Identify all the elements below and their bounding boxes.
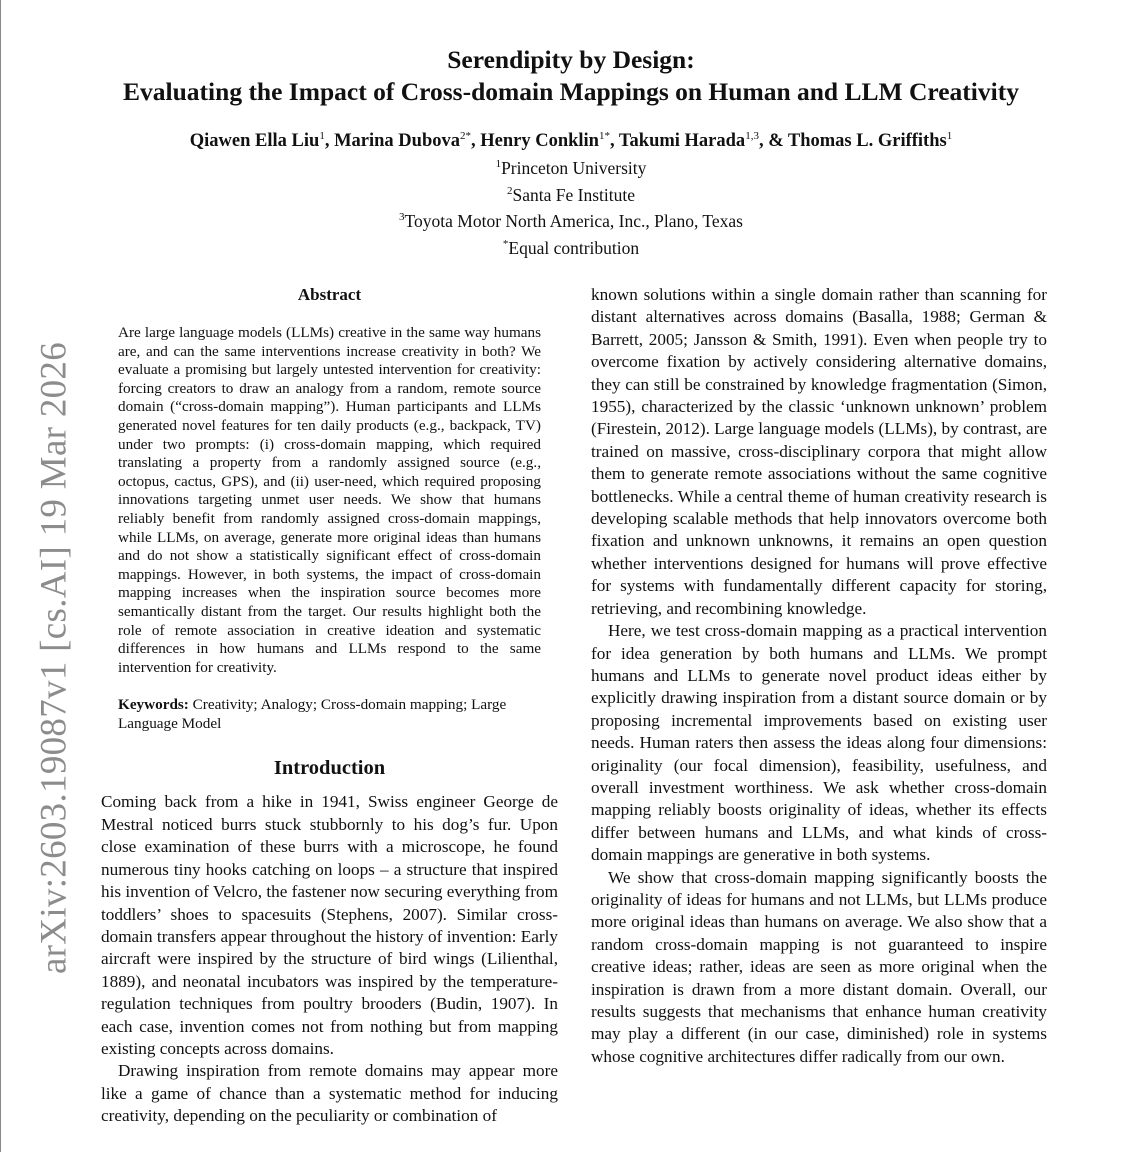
- author-affiliation-mark: 2*: [459, 130, 471, 142]
- paper-header: [0, 44, 1142, 259]
- affiliation: [0, 153, 1142, 180]
- right-column: [591, 284, 1047, 1068]
- affiliation-text: Equal contribution: [508, 237, 640, 258]
- body-paragraph-1: known solutions within a single domain rather than scanning for distant alternatives across domains (Basalla, 1988; German & Barrett, 2005; Jansson & Smith, 1991). Even when people try to overcome fixation by actively considering alternative domains, they can still be constrained by knowledge fragmentation (Simon, 1955), characterized by the classic ‘unknown unknown’ problem (Firestein, 2012). Large language models (LLMs), by contrast, are trained on massive, cross-disciplinary corpora that might allow them to generate remote associations without the same cognitive bottlenecks. While a central theme of human creativity research is developing scalable methods that help innovators overcome both fixation and unknown unknowns, it remains an open question whether interventions designed for humans will prove effective for systems with fundamentally different capacity for storing, retrieving, and recombining knowledge.: [591, 285, 1047, 618]
- affiliation-mark: *: [502, 237, 509, 250]
- keywords-label: Keywords:: [118, 696, 189, 714]
- body-paragraph-3: We show that cross-domain mapping significantly boosts the originality of ideas for humans and not LLMs, but LLMs produce more original ideas than humans on average. We also show that a random cross-domain mapping is not guaranteed to inspire creative ideas; rather, ideas are seen as more original when the inspiration is drawn from a more distant domain. Overall, our results suggests that mechanisms that enhance human creativity may play a different (in our case, diminished) role in systems whose cognitive architectures differ radically from our own.: [591, 867, 1047, 1066]
- left-column: [101, 284, 558, 1126]
- author-name: Takumi Harada: [618, 131, 746, 151]
- author-name: Thomas L. Griffiths: [787, 131, 947, 151]
- introduction-paragraph-2-wrapper: [101, 1060, 558, 1126]
- body-paragraph-2: Here, we test cross-domain mapping as a practical intervention for idea generation by both humans and LLMs. We prompt humans and LLMs to generate novel product ideas either by explicitly drawing inspiration from a distant source domain or by proposing incremental improvements based on existing user needs. Human raters then assess the ideas along four dimensions: originality (our focal dimension), feasibility, usefulness, and overall investment worthiness. We ask whether cross-domain mapping reliably boosts originality of ideas, whether its effects differ between humans and LLMs, and what kinds of cross-domain mappings are generative in both systems.: [591, 621, 1047, 865]
- author-name: Marina Dubova: [334, 131, 460, 151]
- affiliation-text: Princeton University: [501, 158, 647, 178]
- keywords: [118, 696, 541, 733]
- author-affiliation-mark: 1: [946, 130, 953, 142]
- affiliation: [0, 206, 1142, 233]
- author-affiliation-mark: 1*: [598, 130, 610, 142]
- author-separator: ,: [609, 131, 619, 151]
- abstract-text: Are large language models (LLMs) creative in the same way humans are, and can the same interventions increase creativity in both? We evaluate a promising but largely untested intervention for creativity: forcing creators to draw an analogy from a random, remote source domain (“cross-domain mapping”). Human participants and LLMs generated novel features for ten daily products (e.g., backpack, TV) under two prompts: (i) cross-domain mapping, which required translating a property from a randomly assigned source (e.g., octopus, cactus, GPS), and (ii) user-need, which required proposing innovations targeting unmet user needs. We show that humans reliably benefit from randomly assigned cross-domain mappings, while LLMs, on average, generate more original ideas than humans and do not show a statistically significant effect of cross-domain mappings. However, in both systems, the impact of cross-domain mapping increases when the inspiration source becomes more semantically distant from the target. Our results highlight both the role of remote association in creative ideation and systematic differences in how humans and LLMs respond to the same intervention for creativity.: [118, 324, 541, 676]
- affiliation: [0, 233, 1142, 260]
- author-separator: , &: [758, 131, 788, 151]
- introduction-paragraph-2: Drawing inspiration from remote domains may appear more like a game of chance than a systematic method for inducing creativity, depending on the peculiarity or combination of: [101, 1061, 558, 1126]
- affiliation-text: Toyota Motor North America, Inc., Plano, Texas: [404, 211, 743, 231]
- affiliation-text: Santa Fe Institute: [512, 184, 635, 205]
- paper-title-line-2: Evaluating the Impact of Cross-domain Mappings on Human and LLM Creativity: [123, 77, 1019, 106]
- author-affiliation-mark: 1: [319, 130, 325, 142]
- keywords-text: Creativity; Analogy; Cross-domain mapping; Large Language Model: [118, 696, 507, 732]
- author-separator: ,: [324, 131, 335, 151]
- abstract-heading: Abstract: [297, 285, 362, 304]
- author-list: [0, 124, 1142, 153]
- affiliation: [0, 180, 1142, 207]
- author-affiliation-mark: 1,3: [745, 130, 759, 142]
- author-separator: ,: [470, 131, 481, 151]
- affiliation-mark: 1: [495, 158, 502, 170]
- author-name: Henry Conklin: [480, 131, 599, 151]
- introduction-heading: Introduction: [273, 757, 386, 780]
- introduction-paragraph-1: Coming back from a hike in 1941, Swiss engineer George de Mestral noticed burrs stuck stubbornly to his dog’s fur. Upon close examination of these burrs with a microscope, he found numerous tiny hooks catching on loops – a structure that inspired his invention of Velcro, the fastener now securing everything from toddlers’ shoes to spacesuits (Stephens, 2007). Similar cross-domain transfers appear throughout the history of invention: Early aircraft were inspired by the structure of bird wings (Lilienthal, 1889), and neonatal incubators was inspired by the temperature-regulation techniques from poultry brooders (Budin, 1907). In each case, invention comes not from nothing but from mapping existing concepts across domains.: [101, 792, 558, 1058]
- author-name: Qiawen Ella Liu: [189, 131, 320, 151]
- affiliation-mark: 2: [507, 184, 513, 197]
- affiliation-mark: 3: [399, 211, 405, 223]
- paper-title-line-1: Serendipity by Design:: [447, 45, 695, 74]
- arxiv-identifier: arXiv:2603.19087v1 [cs.AI] 19 Mar 2026: [33, 341, 75, 975]
